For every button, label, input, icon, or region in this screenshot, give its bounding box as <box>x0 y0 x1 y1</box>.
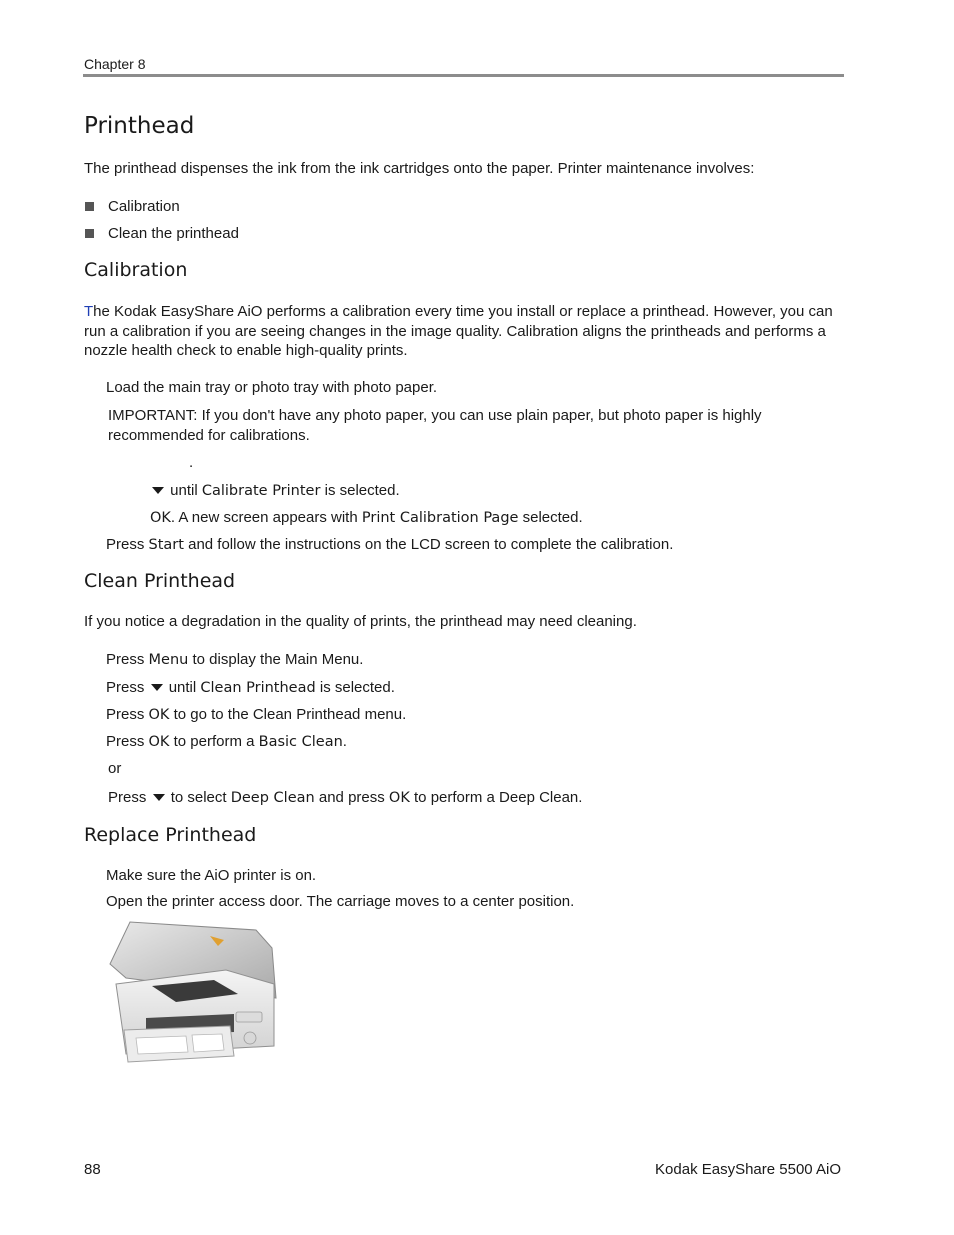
calibration-step-5 <box>106 536 673 553</box>
text: to perform a Deep Clean. <box>409 789 583 806</box>
ok-key-label: OK <box>150 510 171 526</box>
calibration-intro-text: he Kodak EasyShare AiO performs a calibration every time you install or replace a printhead. However, you can run a calibration if you are seeing changes in the image quality. Calibration aligns the printheads and performs a nozzle health check to enable high-quality prints. <box>84 303 833 359</box>
chapter-label: Chapter 8 <box>84 56 146 72</box>
text: Press <box>106 536 149 553</box>
calibration-step-4 <box>150 509 583 526</box>
text: to perform a <box>169 733 259 750</box>
text: until <box>170 482 202 499</box>
bullet-square-icon <box>85 229 94 238</box>
calibration-step-3 <box>150 482 400 499</box>
text: to go to the Clean Printhead menu. <box>169 706 407 723</box>
ok-key-label: OK <box>148 734 170 750</box>
page-number: 88 <box>84 1161 101 1178</box>
text: Press <box>106 733 149 750</box>
text: is selected. <box>320 482 400 499</box>
calibration-step-2: . <box>189 454 194 471</box>
clean-intro: If you notice a degradation in the quality of prints, the printhead may need cleaning. <box>84 613 637 630</box>
important-note: IMPORTANT: If you don't have any photo paper, you can use plain paper, but photo paper is highly recommended for calibrations. <box>108 407 762 444</box>
text: selected. <box>518 509 583 526</box>
calibration-intro-initial: T <box>84 303 94 320</box>
calibration-step-1: Load the main tray or photo tray with photo paper. <box>106 379 438 396</box>
ok-key-label: OK <box>148 707 170 723</box>
text: Press <box>106 679 149 696</box>
down-arrow-icon <box>153 794 165 801</box>
clean-step-3 <box>106 706 406 723</box>
clean-step-4 <box>106 733 347 750</box>
menu-option-print-calibration-page: Print Calibration Page <box>361 510 519 526</box>
header-rule <box>83 74 844 77</box>
text: . <box>342 733 347 750</box>
bullet-item-calibration: Calibration <box>108 198 180 215</box>
menu-option-calibrate-printer: Calibrate Printer <box>201 483 321 499</box>
menu-option-basic-clean: Basic Clean <box>258 734 343 750</box>
calibration-heading: Calibration <box>84 259 188 281</box>
text: and press <box>314 789 389 806</box>
replace-step-2: Open the printer access door. The carriage moves to a center position. <box>106 893 575 910</box>
replace-step-1: Make sure the AiO printer is on. <box>106 867 317 884</box>
text: . A new screen appears with <box>170 509 362 526</box>
ok-key-label: OK <box>388 790 410 806</box>
bullet-item-clean: Clean the printhead <box>108 225 239 242</box>
text: and follow the instructions on the LCD screen to complete the calibration. <box>183 536 674 553</box>
calibration-intro <box>84 302 834 361</box>
down-arrow-icon <box>151 684 163 691</box>
menu-option-deep-clean: Deep Clean <box>230 790 315 806</box>
page-title: Printhead <box>84 113 195 139</box>
text: Press <box>106 706 149 723</box>
bullet-square-icon <box>85 202 94 211</box>
or-label: or <box>108 760 122 777</box>
clean-step-2 <box>106 679 395 696</box>
text: until <box>168 679 201 696</box>
text: Press <box>108 789 151 806</box>
menu-key-label: Menu <box>148 652 189 668</box>
text: Press <box>106 651 149 668</box>
down-arrow-icon <box>152 487 164 494</box>
text: is selected. <box>315 679 395 696</box>
clean-step-5 <box>108 789 582 806</box>
text: to select <box>170 789 231 806</box>
start-key-label: Start <box>148 537 184 553</box>
replace-heading: Replace Printhead <box>84 824 257 846</box>
text: to display the Main Menu. <box>188 651 364 668</box>
product-name: Kodak EasyShare 5500 AiO <box>655 1161 841 1178</box>
menu-option-clean-printhead: Clean Printhead <box>200 680 316 696</box>
printer-open-door-illustration <box>106 918 278 1068</box>
clean-step-1 <box>106 651 363 668</box>
clean-heading: Clean Printhead <box>84 570 236 592</box>
printhead-intro: The printhead dispenses the ink from the ink cartridges onto the paper. Printer maintenance involves: <box>84 160 755 177</box>
